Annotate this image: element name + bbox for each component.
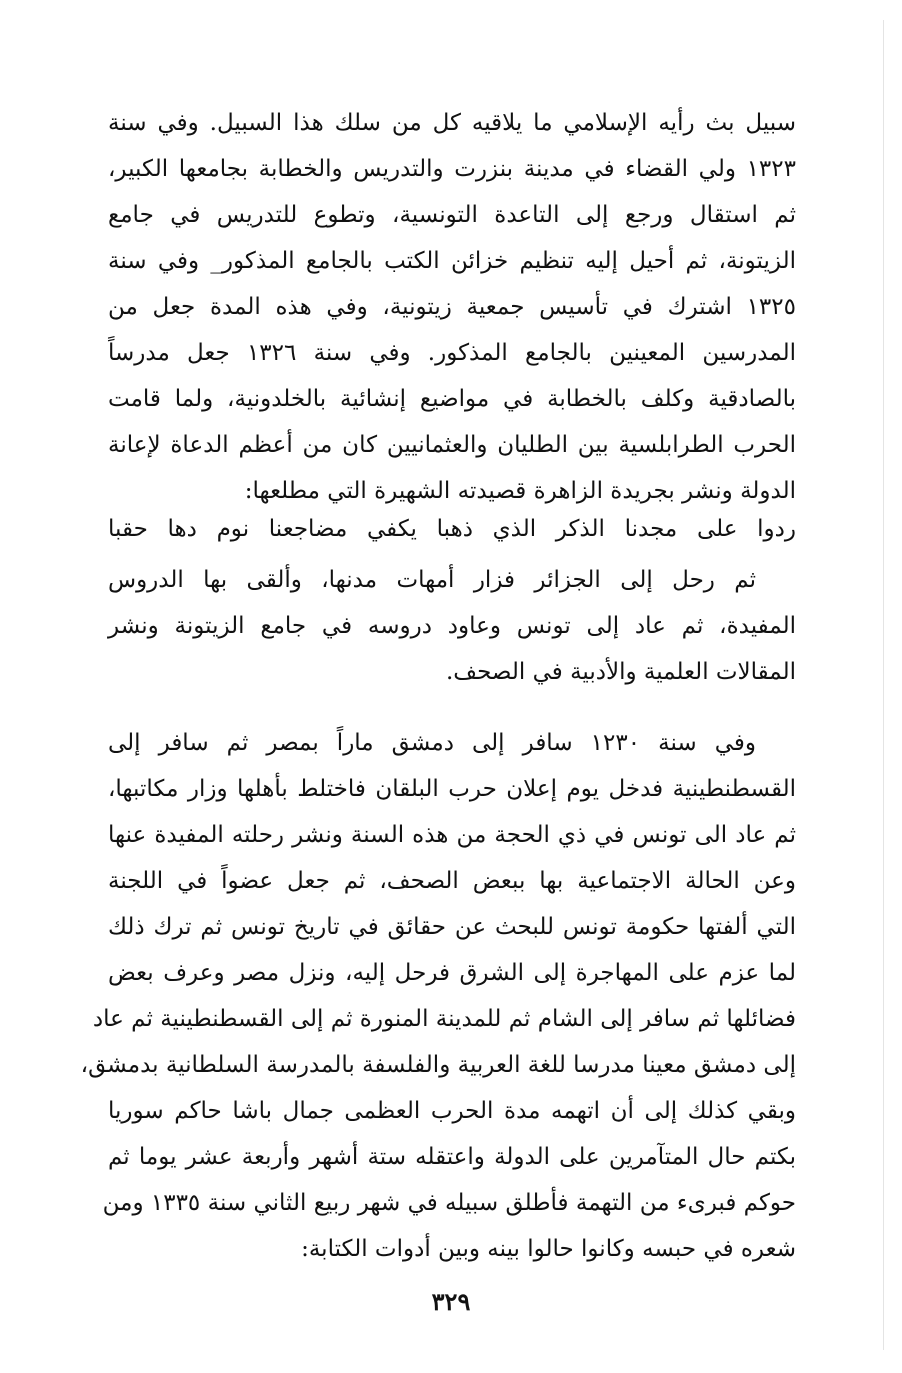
text-line: المفيدة، ثم عاد إلى تونس وعاود دروسه في جامع الزيتونة ونشر	[108, 613, 796, 639]
text-line: وبقي كذلك إلى أن اتهمه مدة الحرب العظمى جمال باشا حاكم سوريا	[108, 1098, 796, 1124]
poem-verse	[108, 509, 796, 549]
text-line: ثم استقال ورجع إلى التاعدة التونسية، وتطوع للتدريس في جامع	[108, 202, 796, 228]
page-number: ٣٢٩	[431, 1287, 471, 1316]
paragraph-1	[108, 100, 796, 514]
text-line: وعن الحالة الاجتماعية بها ببعض الصحف، ثم جعل عضواً في اللجنة	[108, 868, 796, 894]
text-line: بالصادقية وكلف بالخطابة في مواضيع إنشائية بالخلدونية، ولما قامت	[108, 386, 796, 412]
text-line: المقالات العلمية والأدبية في الصحف.	[445, 659, 796, 685]
text-line: ثم رحل إلى الجزائر فزار أمهات مدنها، وألقى بها الدروس	[108, 567, 756, 593]
verse-line: ردوا على مجدنا الذكر الذي ذهبا يكفي مضاجعنا نوم دها حقبا	[108, 516, 796, 542]
text-line: بكتم حال المتآمرين على الدولة واعتقله ستة أشهر وأربعة عشر يوما ثم	[108, 1144, 796, 1170]
text-line: لما عزم على المهاجرة إلى الشرق فرحل إليه، ونزل مصر وعرف بعض	[108, 960, 796, 986]
text-line: شعره في حبسه وكانوا حالوا بينه وبين أدوات الكتابة:	[301, 1236, 796, 1262]
text-line: سبيل بث رأيه الإسلامي ما يلاقيه كل من سلك هذا السبيل. وفي سنة	[108, 110, 796, 136]
text-line: ١٣٢٥ اشترك في تأسيس جمعية زيتونية، وفي هذه المدة جعل من	[108, 294, 796, 320]
paragraph-3	[80, 720, 796, 1272]
page-edge-line	[883, 20, 884, 1350]
text-line: الدولة ونشر بجريدة الزاهرة قصيدته الشهيرة التي مطلعها:	[244, 478, 796, 504]
text-line: التي ألفتها حكومة تونس للبحث عن حقائق في تاريخ تونس ثم ترك ذلك	[108, 914, 796, 940]
text-line: المدرسين المعينين بالجامع المذكور. وفي سنة ١٣٢٦ جعل مدرساً	[108, 340, 796, 366]
text-line: ثم عاد الى تونس في ذي الحجة من هذه السنة ونشر رحلته المفيدة عنها	[108, 822, 796, 848]
paragraph-2	[108, 557, 796, 695]
text-line: الحرب الطرابلسية بين الطليان والعثمانيين كان من أعظم الدعاة لإعانة	[108, 432, 796, 458]
text-line: ١٣٢٣ ولي القضاء في مدينة بنزرت والتدريس والخطابة بجامعها الكبير،	[108, 156, 796, 182]
text-line: القسطنطينية فدخل يوم إعلان حرب البلقان فاختلط بأهلها وزار مكاتبها،	[108, 776, 796, 802]
text-line: إلى دمشق معينا مدرسا للغة العربية والفلسفة بالمدرسة السلطانية بدمشق،	[80, 1052, 796, 1078]
text-line: الزيتونة، ثم أحيل إليه تنظيم خزائن الكتب بالجامع المذكور_ وفي سنة	[108, 248, 796, 274]
text-line: وفي سنة ١٢٣٠ سافر إلى دمشق ماراً بمصر ثم سافر إلى	[108, 730, 757, 756]
text-line: فضائلها ثم سافر إلى الشام ثم للمدينة المنورة ثم إلى القسطنطينية ثم عاد	[92, 1006, 796, 1032]
text-line: حوكم فبرىء من التهمة فأطلق سبيله في شهر ربيع الثاني سنة ١٣٣٥ ومن	[102, 1190, 796, 1216]
